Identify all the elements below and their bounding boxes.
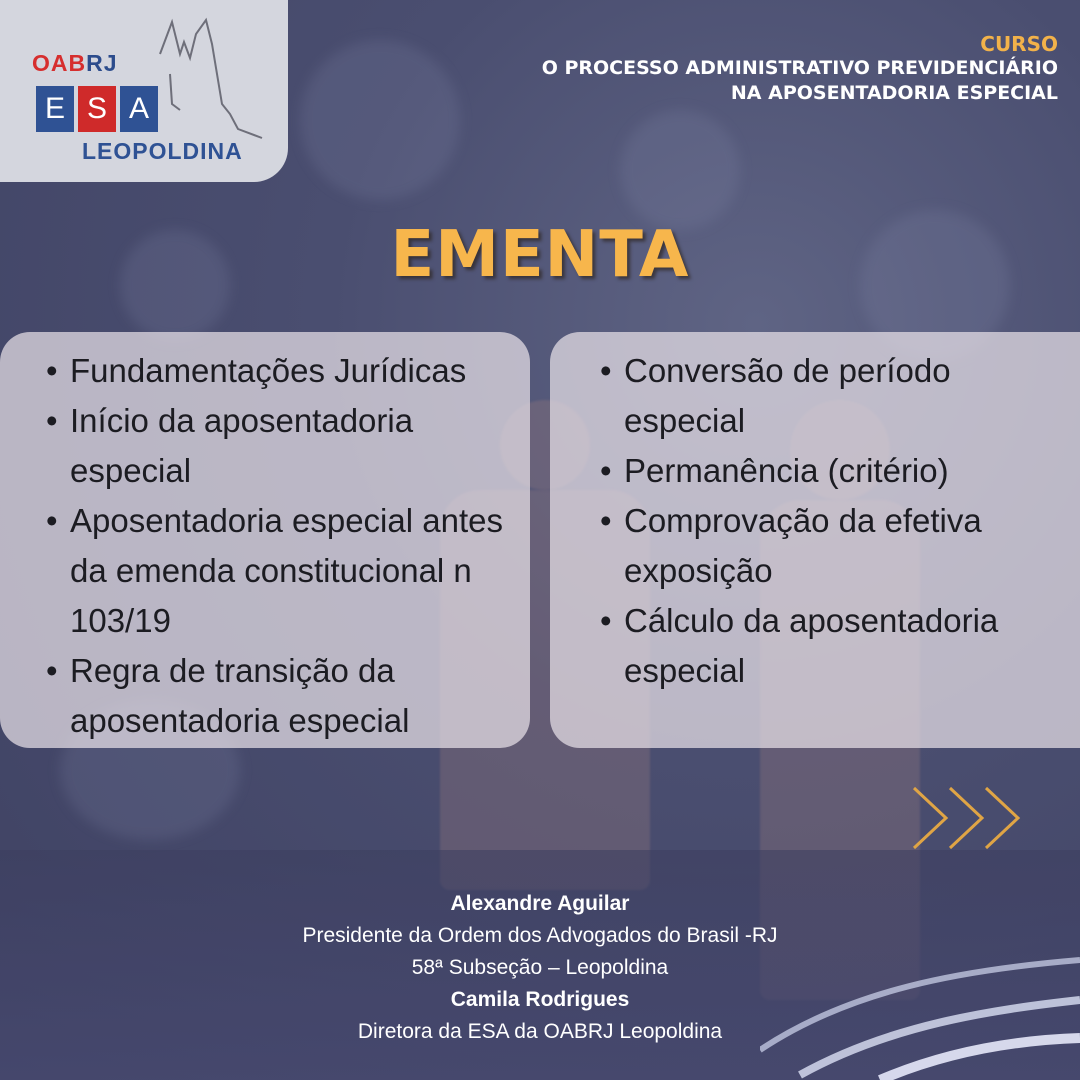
list-item-text: Regra de transição da aposentadoria especial (70, 652, 410, 739)
credit-role-1: Presidente da Ordem dos Advogados do Brasil -RJ (302, 924, 778, 947)
credit-role-1b: 58ª Subseção – Leopoldina (411, 956, 669, 979)
logo-letter-e: E (36, 86, 74, 132)
bullet-icon: • (600, 502, 612, 539)
bullet-icon: • (46, 502, 58, 539)
list-item (46, 346, 520, 396)
logo-oabrj (32, 50, 118, 77)
tower-icon (150, 14, 270, 144)
ementa-right-card (550, 332, 1080, 748)
list-item-text: Conversão de período especial (624, 352, 951, 439)
footer-credits (0, 888, 1080, 1048)
list-item (46, 646, 520, 746)
bullet-icon: • (46, 652, 58, 689)
ementa-right-list (600, 346, 1074, 696)
logo-card (0, 0, 288, 182)
logo-city: LEOPOLDINA (82, 138, 243, 164)
bokeh-light (300, 40, 460, 200)
list-item-text: Cálculo da aposentadoria especial (624, 602, 999, 689)
logo-letter-s: S (78, 86, 116, 132)
logo-letter-a: A (120, 86, 158, 132)
course-title-line2: NA APOSENTADORIA ESPECIAL (730, 82, 1058, 104)
credit-role-2: Diretora da ESA da OABRJ Leopoldina (357, 1020, 723, 1043)
list-item (600, 496, 1074, 596)
list-item (600, 446, 1074, 496)
curso-label: CURSO (980, 32, 1058, 56)
course-title-line1: O PROCESSO ADMINISTRATIVO PREVIDENCIÁRIO (541, 57, 1058, 79)
list-item-text: Permanência (critério) (624, 452, 949, 489)
logo-esa (36, 86, 158, 132)
bullet-icon: • (600, 352, 612, 389)
course-header (542, 32, 1058, 106)
bullet-icon: • (600, 602, 612, 639)
list-item-text: Início da aposentadoria especial (70, 402, 414, 489)
list-item-text: Fundamentações Jurídicas (70, 352, 467, 389)
credit-name-2: Camila Rodrigues (450, 988, 630, 1011)
logo-rj-text: RJ (86, 50, 118, 76)
list-item (600, 346, 1074, 446)
bokeh-light (620, 110, 740, 230)
list-item (600, 596, 1074, 696)
ementa-title: EMENTA (390, 218, 690, 292)
list-item-text: Comprovação da efetiva exposição (624, 502, 982, 589)
bullet-icon: • (46, 352, 58, 389)
list-item-text: Aposentadoria especial antes da emenda constitucional n 103/19 (70, 502, 503, 639)
list-item (46, 396, 520, 496)
bullet-icon: • (46, 402, 58, 439)
chevron-arrows-icon (912, 786, 1030, 850)
ementa-left-card (0, 332, 530, 748)
bullet-icon: • (600, 452, 612, 489)
credit-name-1: Alexandre Aguilar (450, 892, 630, 915)
logo-oab-text: OAB (32, 50, 87, 76)
ementa-left-list (46, 346, 520, 746)
list-item (46, 496, 520, 646)
